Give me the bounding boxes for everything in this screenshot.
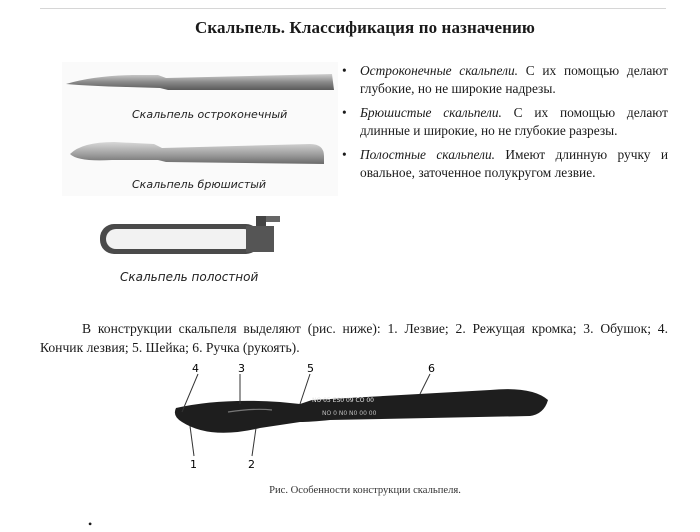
label-2: 2 xyxy=(248,458,255,471)
label-4: 4 xyxy=(192,362,199,375)
pointed-scalpel-icon xyxy=(62,62,338,196)
bullet-dot-icon: • xyxy=(342,147,347,162)
label-5: 5 xyxy=(307,362,314,375)
cavity-scalpel-icon xyxy=(96,208,296,264)
label-3: 3 xyxy=(238,362,245,375)
cavity-scalpel-caption: Скальпель полостной xyxy=(120,270,259,284)
scalpel-type-list xyxy=(338,62,668,188)
top-rule xyxy=(40,8,666,9)
label-6: 6 xyxy=(428,362,435,375)
pointed-scalpel-caption: Скальпель остроконечный xyxy=(132,108,288,121)
handle-marks-top: NO 05 ES0 09 CO 00 xyxy=(312,397,374,404)
bullet-dot-icon: • xyxy=(342,105,347,120)
scalpel-construction-diagram xyxy=(160,360,560,480)
bottom-mark: • xyxy=(88,517,93,531)
diagram-caption: Рис. Особенности конструкции скальпеля. xyxy=(269,485,461,496)
list-item: • Остроконечные скальпели. С их помощью делают глубокие, но не широкие надрезы. xyxy=(342,63,668,96)
label-1: 1 xyxy=(190,458,197,471)
handle-marks-bottom: NO 0 N0 N0 00 00 xyxy=(322,410,377,417)
bellied-scalpel-caption: Скальпель брюшистый xyxy=(132,178,267,191)
list-item: • Полостные скальпели. Имеют длинную ручку и овальное, заточенное полукругом лезвие. xyxy=(342,147,668,180)
bullet-dot-icon: • xyxy=(342,63,347,78)
list-item: • Брюшистые скальпели. С их помощью делают длинные и широкие, но не глубокие разрезы. xyxy=(342,105,668,138)
construction-paragraph: В конструкции скальпеля выделяют (рис. ниже): 1. Лезвие; 2. Режущая кромка; 3. Обушок; 4. Кончик лезвия; 5. Шейка; 6. Ручка (рукоять). xyxy=(40,321,668,355)
page-title: Скальпель. Классификация по назначению xyxy=(194,18,536,37)
